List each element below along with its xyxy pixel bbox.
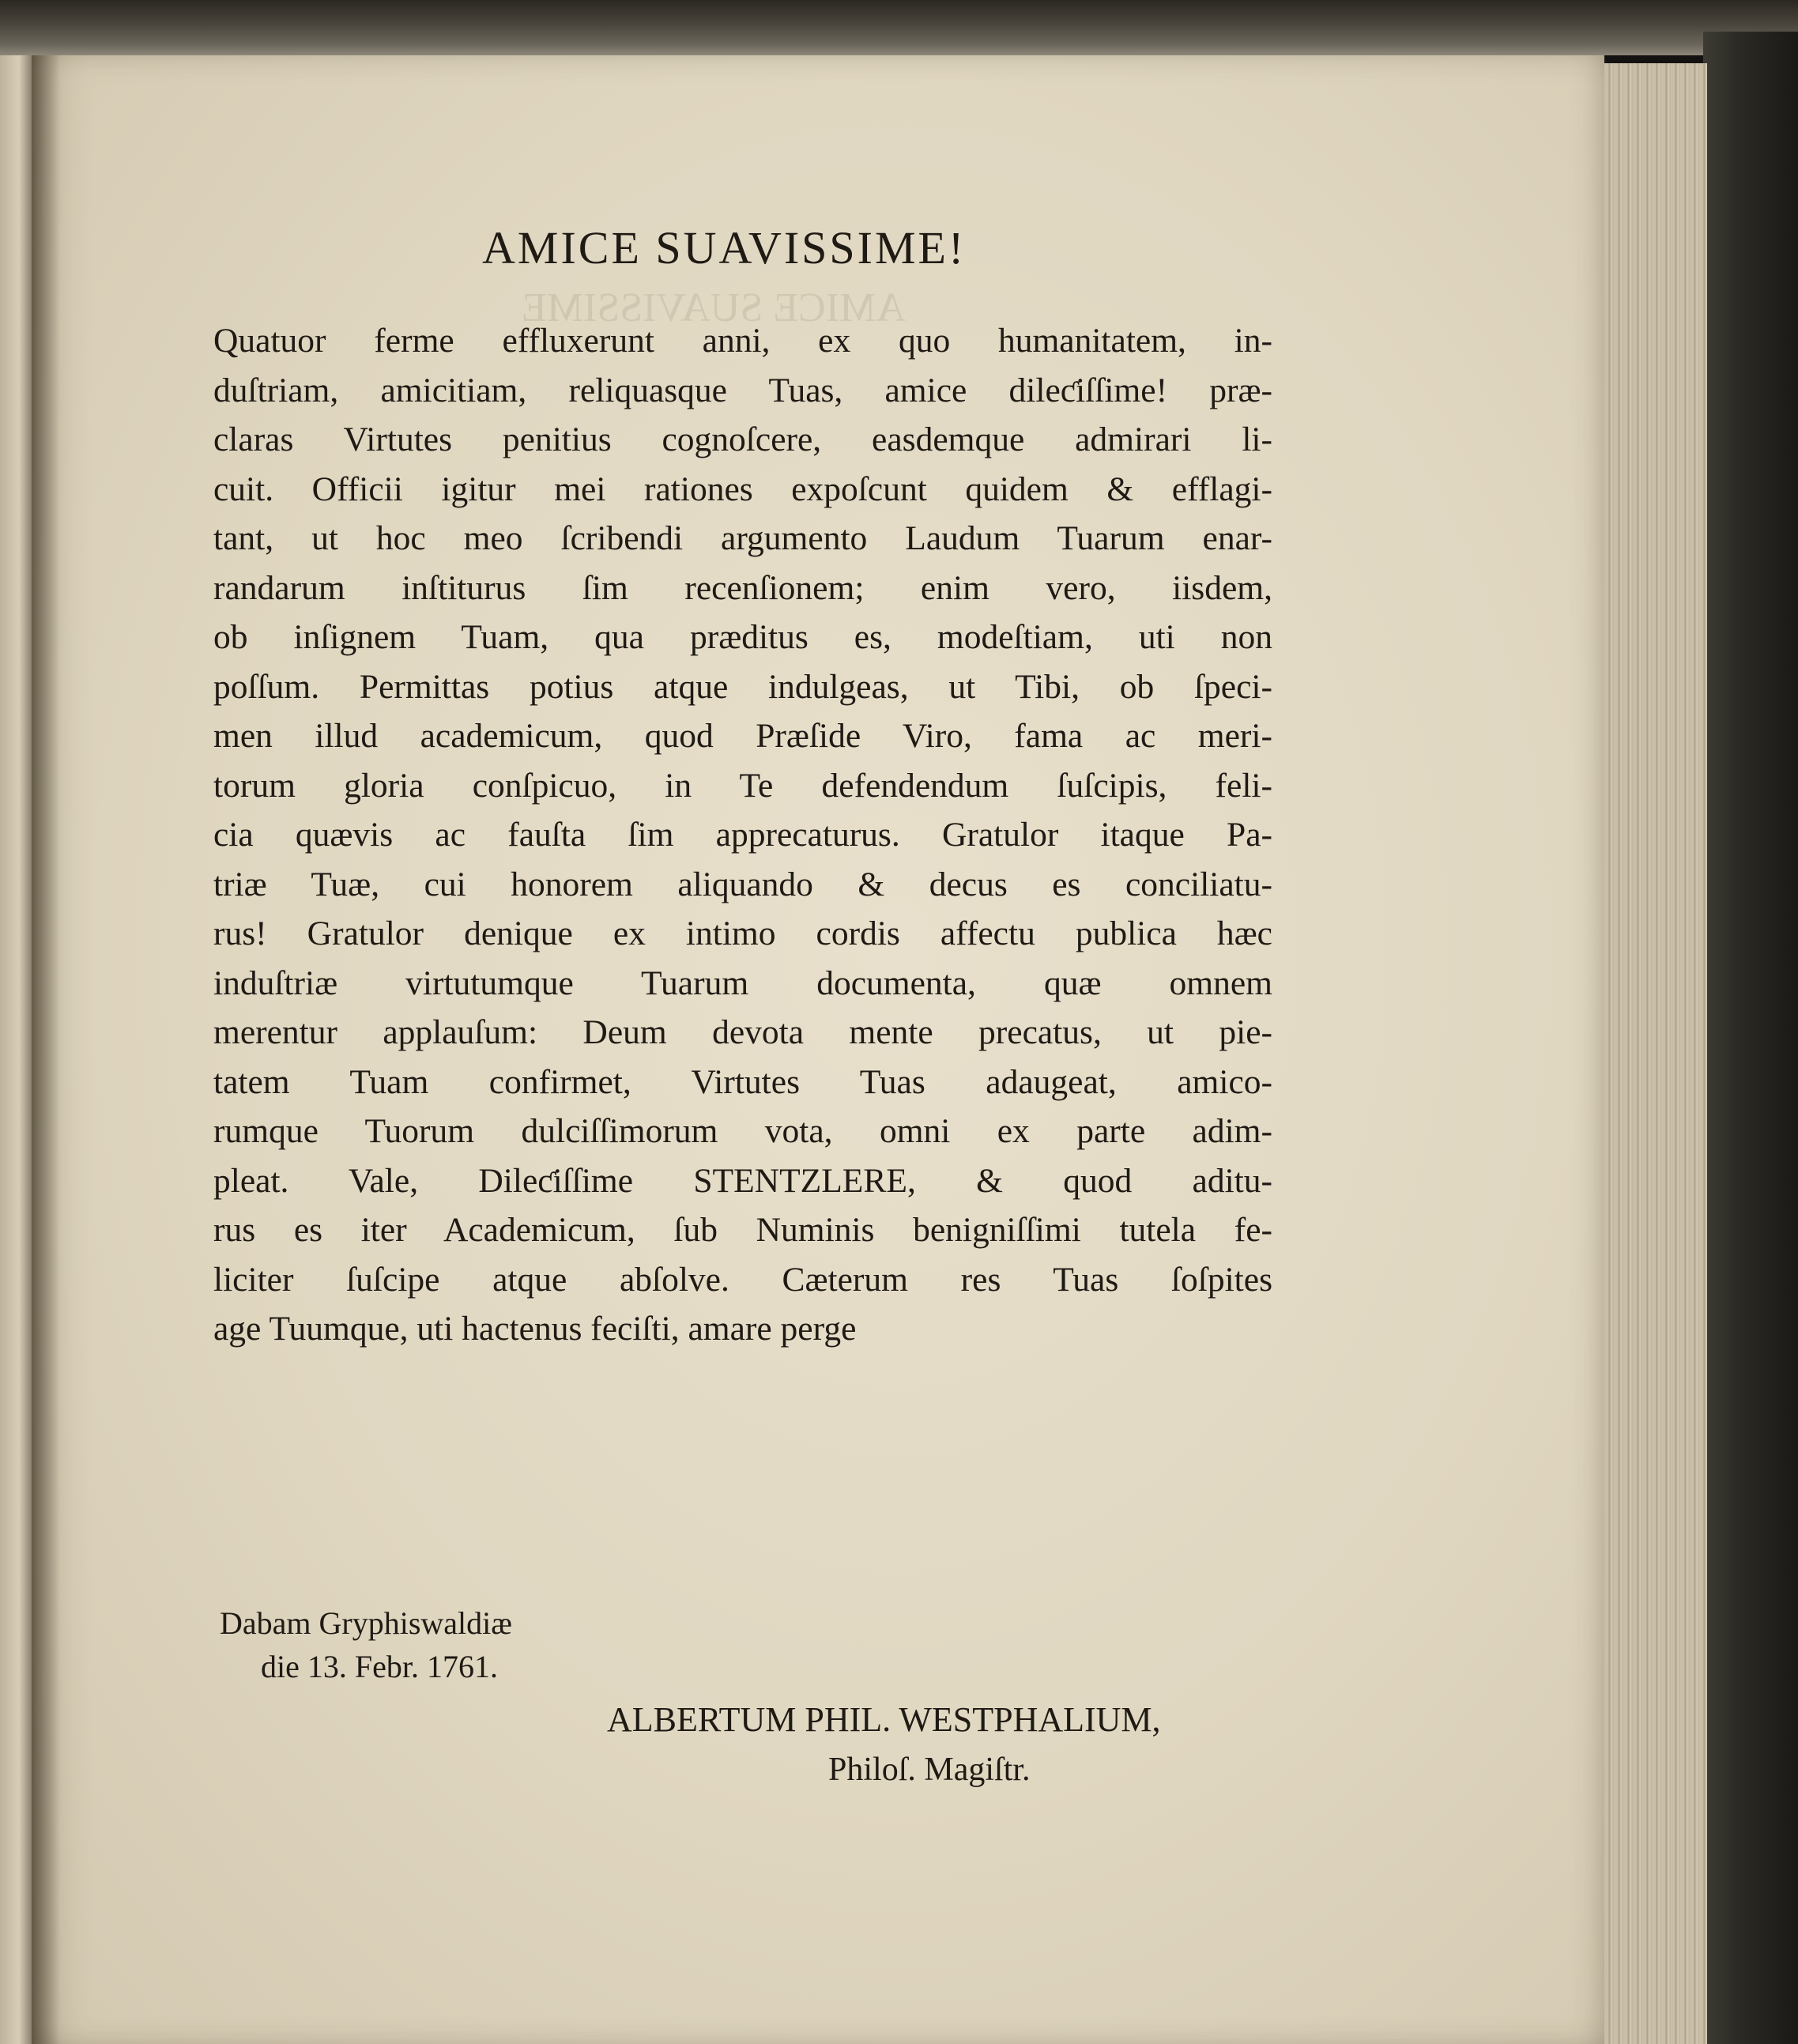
author-title: Philoſ. Magiſtr. (828, 1752, 1031, 1788)
body-line: poſſum. Permittas potius atque indulgeas, ut Tibi, ob ſpeci- (213, 667, 1272, 706)
bleed-through-mark: AMICE SUAVISSIME (522, 285, 906, 330)
body-line: torum gloria conſpicuo, in Te defendendum ſuſcipis, feli- (213, 766, 1272, 805)
body-line: induſtriæ virtutumque Tuarum documenta, quæ omnem (213, 964, 1272, 1002)
body-line: tatem Tuam confirmet, Virtutes Tuas adaugeat, amico- (213, 1062, 1272, 1101)
body-line: claras Virtutes penitius cognoſcere, easdemque admirari li- (213, 420, 1272, 458)
body-line: merentur applauſum: Deum devota mente precatus, ut pie- (213, 1013, 1272, 1051)
body-line: rumque Tuorum dulciſſimorum vota, omni ex parte adim- (213, 1112, 1272, 1150)
body-line: age Tuumque, uti hactenus feciſti, amare perge (213, 1310, 857, 1348)
book-page (32, 55, 1604, 2044)
page-gutter-shadow (32, 55, 60, 2044)
author-name: ALBERTUM PHIL. WESTPHALIUM, (607, 1700, 1161, 1739)
body-line: rus! Gratulor denique ex intimo cordis affectu publica hæc (213, 915, 1272, 952)
letter-heading: AMICE SUAVISSIME! (482, 222, 967, 273)
body-line: cia quævis ac fauſta ſim apprecaturus. Gratulor itaque Pa- (213, 816, 1272, 854)
body-line: randarum inſtiturus ſim recenſionem; enim vero, iisdem, (213, 568, 1272, 607)
body-line: tant, ut hoc meo ſcribendi argumento Laudum Tuarum enar- (213, 519, 1272, 557)
body-line: cuit. Officii igitur mei rationes expoſcunt quidem & efflagi- (213, 470, 1272, 508)
date-place: Dabam Gryphiswaldiæ (220, 1605, 512, 1641)
body-line: pleat. Vale, Dileƈiſſime STENTZLERE, & quod aditu- (213, 1161, 1272, 1200)
letter-body (213, 316, 1272, 1354)
date-day: die 13. Febr. 1761. (261, 1649, 498, 1684)
body-line: ob inſignem Tuam, qua præditus es, modeſtiam, uti non (213, 618, 1272, 656)
body-line: triæ Tuæ, cui honorem aliquando & decus es conciliatu- (213, 865, 1272, 903)
body-line: duſtriam, amicitiam, reliquasque Tuas, amice dileƈiſſime! præ- (213, 371, 1272, 409)
body-line: rus es iter Academicum, ſub Numinis benigniſſimi tutela fe- (213, 1211, 1272, 1249)
facing-page-edge (0, 55, 32, 2044)
book-cover-board (1703, 32, 1798, 2044)
page-stack-edges (1604, 63, 1707, 2044)
body-line: men illud academicum, quod Præſide Viro, fama ac meri- (213, 717, 1272, 755)
body-line: Quatuor ferme effluxerunt anni, ex quo humanitatem, in- (213, 322, 1272, 360)
book-top-edge (0, 0, 1798, 55)
body-line: liciter ſuſcipe atque abſolve. Cæterum res Tuas ſoſpites (213, 1260, 1272, 1299)
